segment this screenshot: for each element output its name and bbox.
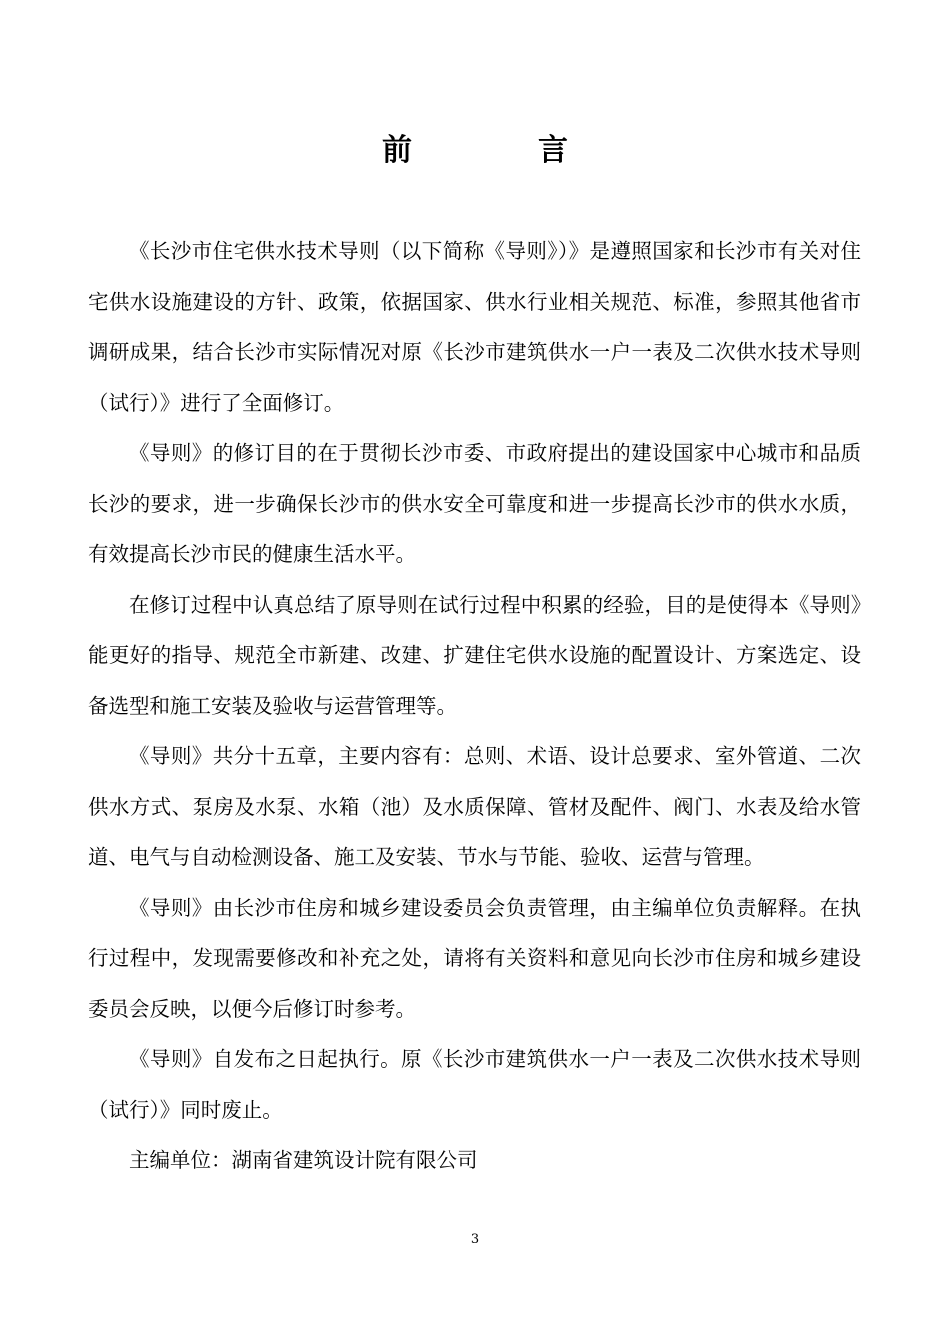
paragraph-revision-process: 在修订过程中认真总结了原导则在试行过程中积累的经验，目的是使得本《导则》能更好的指导、规范全市新建、改建、扩建住宅供水设施的配置设计、方案选定、设备选型和施工安装及验收与运营管理等。 bbox=[88, 592, 861, 718]
preface-body bbox=[88, 226, 861, 1186]
paragraph-purpose: 《长沙市住宅供水技术导则（以下简称《导则》）》是遵照国家和长沙市有关对住宅供水设施建设的方针、政策，依据国家、供水行业相关规范、标准，参照其他省市调研成果，结合长沙市实际情况对原《长沙市建筑供水一户一表及二次供水技术导则（试行）》进行了全面修订。 bbox=[88, 239, 861, 415]
paragraph-effective-date: 《导则》自发布之日起执行。原《长沙市建筑供水一户一表及二次供水技术导则（试行）》同时废止。 bbox=[88, 1047, 861, 1122]
paragraph-chief-editor: 主编单位：湖南省建筑设计院有限公司 bbox=[129, 1148, 478, 1172]
paragraph-objective: 《导则》的修订目的在于贯彻长沙市委、市政府提出的建设国家中心城市和品质长沙的要求，进一步确保长沙市的供水安全可靠度和进一步提高长沙市的供水水质，有效提高长沙市民的健康生活水平。 bbox=[88, 441, 861, 566]
paragraph-contents: 《导则》共分十五章，主要内容有：总则、术语、设计总要求、室外管道、二次供水方式、泵房及水泵、水箱（池）及水质保障、管材及配件、阀门、水表及给水管道、电气与自动检测设备、施工及安装、节水与节能、验收、运营与管理。 bbox=[88, 744, 861, 869]
paragraph-management: 《导则》由长沙市住房和城乡建设委员会负责管理，由主编单位负责解释。在执行过程中，发现需要修改和补充之处，请将有关资料和意见向长沙市住房和城乡建设委员会反映，以便今后修订时参考。 bbox=[88, 895, 861, 1021]
page-title: 前 言 bbox=[382, 133, 616, 168]
page-number: 3 bbox=[470, 1232, 480, 1247]
